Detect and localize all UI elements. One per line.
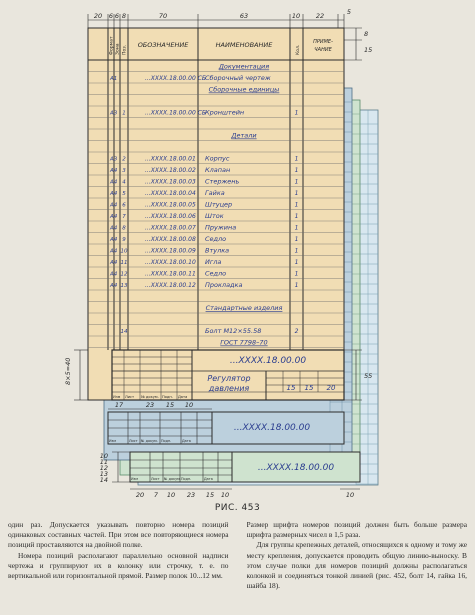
- sheet2-label: Лист: [129, 439, 138, 443]
- cell-format: А4: [110, 283, 118, 289]
- cell-designation: ...XXXX.18.00.01: [145, 155, 196, 163]
- cell-pos: 10: [120, 248, 128, 255]
- title-side-2: 12: [99, 464, 108, 472]
- dim-top-3: 8: [121, 12, 127, 20]
- cell-qty: 1: [294, 109, 299, 117]
- cell-format: А3: [110, 110, 118, 117]
- title-side-1: 11: [99, 458, 108, 466]
- dim-right-lower: 55: [364, 372, 373, 380]
- cell-name: Стандартные изделия: [205, 304, 283, 312]
- dim-right-1: 15: [364, 46, 373, 54]
- cell-qty: 1: [294, 178, 299, 186]
- cell-designation: ...XXXX.18.00.09: [145, 247, 196, 255]
- cell-qty: 1: [294, 190, 299, 197]
- cell-name: Гайка: [205, 189, 225, 197]
- cell-format: А4: [110, 237, 118, 243]
- cell-name: Седло: [205, 269, 227, 278]
- header-name: НАИМЕНОВАНИЕ: [215, 41, 273, 49]
- cell-name: Штуцер: [205, 200, 233, 209]
- dim-top-6: 10: [291, 12, 301, 20]
- cell-pos: 9: [122, 237, 126, 243]
- cell-format: А4: [110, 225, 118, 232]
- cell-pos: 6: [122, 202, 126, 209]
- dim-top-1: 6: [108, 12, 114, 20]
- header-zone: Зона: [115, 43, 121, 55]
- header-note-2: ЧАНИЕ: [314, 47, 332, 53]
- cell-format: А1: [110, 76, 118, 82]
- header-note: ПРИМЕ-: [313, 39, 333, 45]
- header-pos: Поз.: [122, 44, 128, 55]
- tb-name-2: давления: [208, 384, 250, 393]
- dim-left: 8×5=40: [64, 357, 72, 385]
- cell-designation: ...XXXX.18.00.00 СБ: [145, 109, 207, 117]
- cell-designation: ...XXXX.18.00.02: [145, 167, 196, 174]
- paragraph: Номера позиций располагают параллельно основной надписи чертежа и группируют их в колонку или строчку, т. е. по вертикальной или горизонтальной прямой. Размер полок 10...12 мм.: [8, 550, 229, 581]
- title-side-4: 14: [99, 476, 108, 484]
- cell-name: Детали: [231, 131, 257, 140]
- dim-top-8: 5: [346, 8, 352, 16]
- tb-label-date: Дата: [178, 395, 188, 399]
- cell-name: Втулка: [205, 246, 230, 255]
- dim-right-0: 8: [364, 30, 369, 38]
- cell-name: Прокладка: [205, 281, 243, 289]
- cell-designation: ...XXXX.18.00.11: [145, 270, 196, 278]
- dim-bottom-2: 10: [166, 491, 176, 499]
- sheet2-dim-0: 17: [114, 401, 124, 409]
- title-side-3: 13: [99, 470, 108, 478]
- dim-bottom-4: 15: [205, 491, 215, 499]
- cell-pos: 12: [120, 271, 128, 278]
- cell-format: А4: [110, 202, 118, 209]
- cell-format: А4: [110, 168, 118, 174]
- cell-designation: ...XXXX.18.00.08: [145, 236, 196, 243]
- specification-sheet: [88, 28, 344, 400]
- cell-pos: 7: [122, 214, 126, 220]
- sheet3-label: Дата: [204, 477, 213, 481]
- sheet3-label: № докум.: [164, 477, 181, 481]
- sheet2-dim-1: 23: [145, 401, 155, 409]
- dim-top-4: 70: [158, 12, 168, 20]
- cell-designation: ...XXXX.18.00.10: [145, 259, 196, 266]
- cell-format: А3: [110, 156, 118, 163]
- cell-format: А4: [110, 271, 118, 278]
- paragraph: Размер шрифта номеров позиций должен быть больше размера шрифта размерных чисел в 1,5 раза.: [246, 520, 467, 540]
- cell-qty: 1: [294, 201, 299, 209]
- cell-qty: 1: [294, 224, 299, 232]
- cell-pos: 3: [122, 168, 126, 174]
- dim-bottom-6: 10: [345, 491, 355, 499]
- cell-name: Стержень: [205, 177, 240, 186]
- cell-name: Болт М12×55.58: [205, 327, 262, 335]
- cell-format: А4: [110, 179, 118, 186]
- dim-top-0: 20: [93, 12, 103, 20]
- cell-designation: ...XXXX.18.00.05: [145, 201, 196, 209]
- cell-qty: 1: [294, 167, 299, 174]
- cell-pos: 11: [120, 260, 128, 266]
- cell-qty: 1: [294, 155, 299, 163]
- text-column-left: [8, 520, 229, 612]
- cell-designation: ...XXXX.18.00.03: [145, 178, 196, 186]
- dim-bottom-5: 10: [220, 491, 230, 499]
- cell-qty: 1: [294, 247, 299, 255]
- cell-pos: 2: [122, 156, 126, 163]
- cell-name: Клапан: [205, 166, 231, 174]
- cell-designation: ...XXXX.18.00.00 СБ: [145, 75, 207, 82]
- cell-format: А4: [110, 191, 118, 197]
- sheet2-label: № докум.: [141, 439, 158, 443]
- cell-designation: ...XXXX.18.00.07: [145, 224, 196, 232]
- sheet2-label: Подп.: [161, 439, 172, 443]
- sheet2-label: Изм: [109, 439, 116, 443]
- cell-name: Корпус: [205, 154, 230, 163]
- header-qty: Кол.: [296, 44, 301, 55]
- cell-designation: ...XXXX.18.00.04: [145, 190, 196, 197]
- cell-name: Сборочный чертеж: [205, 74, 271, 82]
- main-title-block: [112, 350, 344, 400]
- tb-name-1: Регулятор: [207, 374, 251, 383]
- cell-pos: 8: [122, 225, 126, 232]
- tb-label-izm: Изм: [113, 395, 121, 399]
- cell-pos: 14: [120, 329, 128, 335]
- cell-name: Кронштейн: [205, 108, 245, 117]
- cell-name: Документация: [218, 62, 270, 71]
- cell-designation: ...XXXX.18.00.06: [145, 213, 196, 220]
- dim-bottom-0: 20: [135, 491, 145, 499]
- cell-name: Сборочные единицы: [208, 85, 280, 94]
- dim-top-5: 63: [239, 12, 249, 20]
- cell-qty: 1: [294, 236, 299, 243]
- tb-label-sign: Подп.: [162, 395, 173, 399]
- cell-name: Седло: [205, 235, 227, 243]
- cell-designation: ...XXXX.18.00.12: [145, 282, 196, 289]
- dim-top-2: 6: [114, 12, 120, 20]
- dim-bottom-1: 7: [153, 491, 159, 499]
- tb-cell-2: 15: [304, 384, 314, 392]
- header-format: Формат: [109, 36, 115, 55]
- cell-name: Шток: [205, 212, 224, 220]
- dim-bottom-3: 23: [186, 491, 196, 499]
- title-side-0: 10: [99, 452, 108, 460]
- cell-qty: 1: [294, 282, 299, 289]
- tb-cell-3: 20: [326, 384, 336, 392]
- cell-qty: 1: [294, 259, 299, 266]
- header-designation: ОБОЗНАЧЕНИЕ: [137, 41, 189, 49]
- cell-format: А4: [110, 214, 118, 220]
- sheet2-code: ...XXXX.18.00.00: [233, 423, 311, 433]
- tb-code: ...XXXX.18.00.00: [229, 356, 307, 366]
- cell-qty: 1: [294, 213, 299, 220]
- sheet3-label: Лист: [151, 477, 160, 481]
- cell-format: А4: [110, 248, 118, 255]
- sheet3-code: ...XXXX.18.00.00: [257, 463, 335, 473]
- sheet2-label: Дата: [182, 439, 191, 443]
- cell-qty: 2: [294, 328, 299, 335]
- cell-pos: 1: [122, 110, 126, 117]
- sheet2-dim-2: 15: [165, 401, 175, 409]
- sheet3-label: Изм: [131, 477, 138, 481]
- paragraph: один раз. Допускается указывать повторно номера позиций одинаковых составных частей. При этом все повторяющиеся номера позиций проставляются на двойной полке.: [8, 520, 229, 550]
- sheet3-label: Подп.: [181, 477, 192, 481]
- tb-cell-1: 15: [286, 384, 296, 392]
- cell-format: А4: [110, 260, 118, 266]
- cell-pos: 4: [122, 179, 126, 186]
- cell-name: ГОСТ 7798–70: [220, 338, 268, 347]
- cell-pos: 5: [122, 191, 126, 197]
- tb-label-doc: № докум.: [141, 395, 159, 399]
- cell-name: Пружина: [205, 223, 237, 232]
- cell-name: Игла: [205, 258, 222, 266]
- sheet2-dim-3: 10: [184, 401, 194, 409]
- body-text: [8, 520, 467, 612]
- figure-caption: РИС. 453: [214, 503, 261, 513]
- text-column-right: [247, 520, 468, 612]
- dim-top-7: 22: [315, 12, 325, 20]
- paragraph: Для группы крепежных деталей, относящихся к одному и тому же месту крепления, допускается проводить общую линию-выноску. В этом случае полки для номеров позиций должны располагаться колонкой и соединяться тонкой линией (рис. 452, болт 14, гайка 16, шайба 18).: [246, 540, 467, 591]
- cell-qty: 1: [294, 270, 299, 278]
- tb-label-list: Лист: [125, 395, 135, 399]
- cell-pos: 13: [120, 283, 128, 289]
